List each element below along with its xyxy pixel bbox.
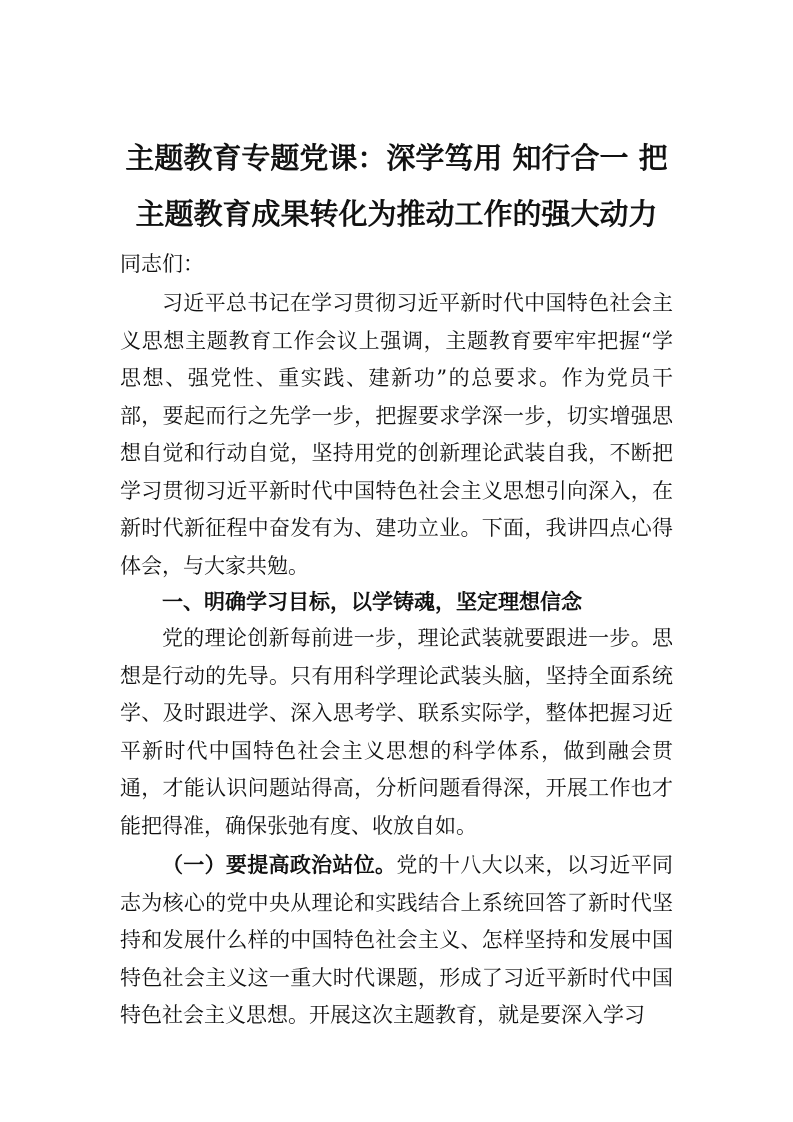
subsection-1-text: 党的十八大以来，以习近平同志为核心的党中央从理论和实践结合上系统回答了新时代坚持和发展什么样的中国特色社会主义、怎样坚持和发展中国特色社会主义这一重大时代课题，形成了习近平新时代中国特色社会主义思想。开展这次主题教育，就是要深入学习 (120, 853, 674, 1027)
section-1-paragraph: 党的理论创新每前进一步，理论武装就要跟进一步。思想是行动的先导。只有用科学理论武装头脑，坚持全面系统学、及时跟进学、深入思考学、联系实际学，整体把握习近平新时代中国特色社会主义思想的科学体系，做到融会贯通，才能认识问题站得高，分析问题看得深，开展工作也才能把得准，确保张弛有度、收放自如。 (120, 626, 673, 838)
section-heading-1: 一、明确学习目标，以学铸魂，坚定理想信念 (162, 590, 582, 614)
document-title-line-1: 主题教育专题党课：深学笃用 知行合一 把 (125, 141, 668, 175)
intro-paragraph: 习近平总书记在学习贯彻习近平新时代中国特色社会主义思想主题教育工作会议上强调，主题教育要牢牢把握“学思想、强党性、重实践、建新功”的总要求。作为党员干部，要起而行之先学一步，把握要求学深一步，切实增强思想自觉和行动自觉，坚持用党的创新理论武装自我，不断把学习贯彻习近平新时代中国特色社会主义思想引向深入，在新时代新征程中奋发有为、建功立业。下面，我讲四点心得体会，与大家共勉。 (120, 291, 673, 578)
subsection-1-paragraph (120, 846, 673, 1035)
document-title-line-2: 主题教育成果转化为推动工作的强大动力 (135, 197, 658, 231)
subsection-1-label: （一）要提高政治站位。 (162, 852, 397, 877)
greeting: 同志们： (120, 252, 204, 276)
